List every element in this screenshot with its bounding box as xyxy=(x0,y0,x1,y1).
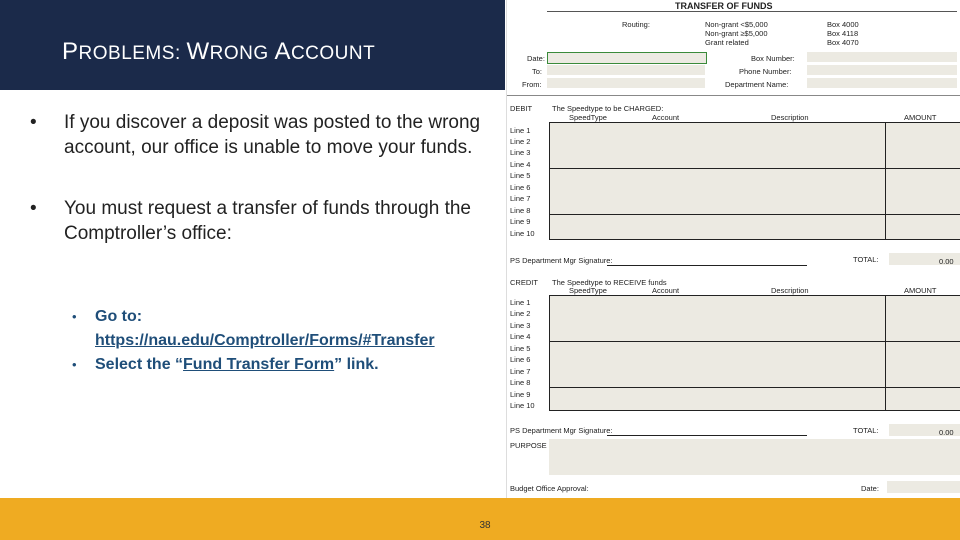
sub-bullet-select: • Select the “Fund Transfer Form” link. xyxy=(72,356,379,373)
sub-bullet-list xyxy=(70,305,490,377)
form-title: TRANSFER OF FUNDS xyxy=(675,1,773,11)
transfer-of-funds-form: TRANSFER OF FUNDS Routing: Non-grant <$5,000 Box 4000 Non-grant ≥$5,000 Box 4118 Grant related Box 4070 Date: To: From: Box Number: Phone Number: Department Name: DEBIT The Speedtype to be CHARGED: SpeedType Account Description AMOUNT Line 1 Line 2 Line 3 Line 4 Line 5 Line 6 Line 7 Line 8 Line 9 Line 10 PS Department Mgr Signature: TOTAL: 0.00 CREDIT The Speedtype to RECEIVE funds SpeedType Account Description AMOUNT Line 1 Line 2 Line 3 Line 4 Line 5 Line 6 Line 7 Line 8 Line 9 Line 10 PS Department Mgr Signature: TOTAL: 0.00 PURPOSE Budget Office Approval: Date: xyxy=(506,0,960,498)
approval-date-field[interactable] xyxy=(887,481,960,493)
phone-number-field[interactable] xyxy=(807,65,957,75)
department-name-field[interactable] xyxy=(807,78,957,88)
box-number-field[interactable] xyxy=(807,52,957,62)
to-field[interactable] xyxy=(547,65,705,75)
bullet-list xyxy=(30,110,490,282)
page-number: 38 xyxy=(479,520,491,531)
fund-transfer-form-link[interactable]: Fund Transfer Form xyxy=(183,356,335,373)
debit-table[interactable] xyxy=(549,122,960,239)
slide-title: PROBLEMS: WRONG ACCOUNT xyxy=(62,38,376,65)
footer-bar xyxy=(0,498,960,540)
bullet-item: • You must request a transfer of funds through the Comptroller’s office: xyxy=(30,198,471,244)
purpose-field[interactable] xyxy=(549,439,960,475)
routing-label: Routing: xyxy=(622,20,650,29)
bullet-item: • If you discover a deposit was posted to the wrong account, our office is unable to move your funds. xyxy=(30,112,481,158)
sub-bullet-goto: • Go to: https://nau.edu/Comptroller/Forms/#Transfer xyxy=(72,308,435,349)
credit-table[interactable] xyxy=(549,295,960,410)
date-field[interactable] xyxy=(547,52,707,64)
comptroller-forms-link[interactable]: https://nau.edu/Comptroller/Forms/#Transfer xyxy=(95,332,435,349)
from-field[interactable] xyxy=(547,78,705,88)
